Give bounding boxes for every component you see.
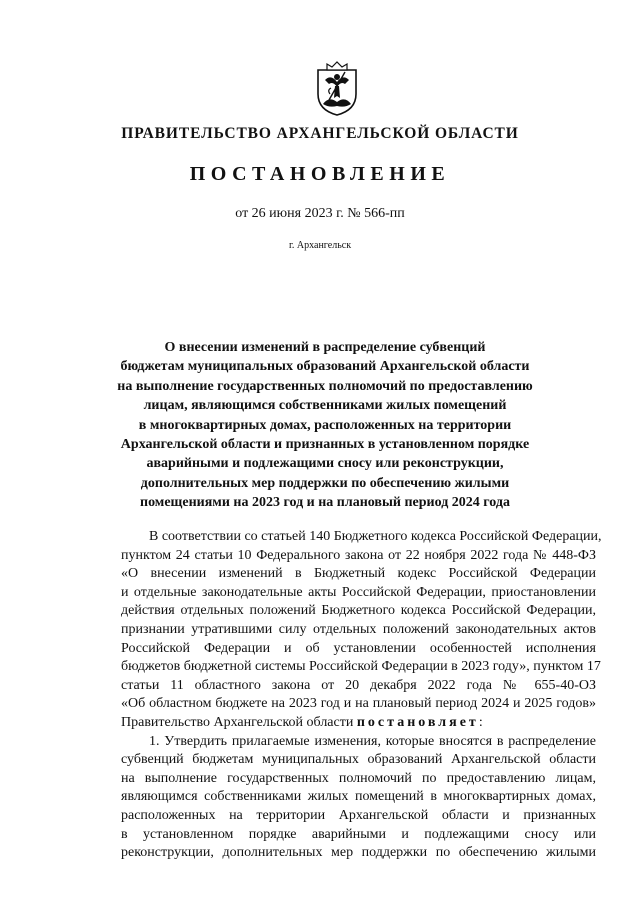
point1-line: на выполнение государственных полномочий по предоставлению лицам, xyxy=(121,770,596,786)
organization-name: ПРАВИТЕЛЬСТВО АРХАНГЕЛЬСКОЙ ОБЛАСТИ xyxy=(121,125,519,142)
body-line: действия отдельных положений Бюджетного кодекса Российской Федерации, xyxy=(121,603,596,619)
point1-line: в установленном порядке аварийными и подлежащими сносу или xyxy=(121,826,596,842)
point1-line: реконструкции, дополнительных мер поддержки по обеспечению жилыми xyxy=(121,845,596,861)
decree-suffix: : xyxy=(478,714,483,730)
body-line: «О внесении изменений в Бюджетный кодекс Российской Федерации xyxy=(121,566,596,582)
body-line: В соответствии со статьей 140 Бюджетного кодекса Российской Федерации, xyxy=(149,529,602,544)
document-city: г. Архангельск xyxy=(288,240,352,251)
body-line: «Об областном бюджете на 2023 год и на плановый период 2024 и 2025 годов» xyxy=(121,696,596,712)
document-date-number: от 26 июня 2023 г. № 566-пп xyxy=(235,206,405,221)
decree-prefix: Правительство Архангельской области xyxy=(121,714,354,730)
title-line: в многоквартирных домах, расположенных на территории xyxy=(138,417,512,433)
title-line: бюджетам муниципальных образований Архангельской области xyxy=(120,359,530,375)
point1-line: субвенций бюджетам муниципальных образований Архангельской области xyxy=(121,752,596,768)
title-line: на выполнение государственных полномочий по предоставлению xyxy=(117,378,533,394)
title-line: помещениями на 2023 год и на плановый период 2024 года xyxy=(140,495,510,511)
title-line: дополнительных мер поддержки по обеспечению жилыми xyxy=(140,475,510,491)
body-line: и отдельные законодательные акты Российской Федерации, приостановлении xyxy=(121,584,596,600)
title-line: аварийными и подлежащими сносу или реконструкции, xyxy=(146,456,504,472)
point1-line: 1. Утвердить прилагаемые изменения, которые вносятся в распределение xyxy=(149,733,596,749)
point1-line: являющимся собственниками жилых помещений в многоквартирных домах, xyxy=(121,789,596,805)
document-body xyxy=(121,528,602,863)
decree-keyword: постановляет xyxy=(356,714,479,730)
title-line: Архангельской области и признанных в установленном порядке xyxy=(120,437,530,453)
body-line: признании утратившими силу отдельных положений законодательных актов xyxy=(121,621,596,637)
decree-line xyxy=(121,714,596,733)
body-line: Российской Федерации и об установлении особенностей исполнения xyxy=(121,640,596,656)
document-title xyxy=(100,338,550,513)
document-type: ПОСТАНОВЛЕНИЕ xyxy=(189,163,451,185)
body-line: пунктом 24 статьи 10 Федерального закона от 22 ноября 2022 года № 448-ФЗ xyxy=(121,547,596,563)
coat-of-arms-emblem xyxy=(315,60,359,116)
body-line: бюджетов бюджетной системы Российской Федерации в 2023 году», пунктом 17 xyxy=(121,659,601,675)
point1-line: расположенных на территории Архангельской области и признанных xyxy=(121,807,596,823)
title-line: лицам, являющимся собственниками жилых помещений xyxy=(143,398,507,414)
body-line: статьи 11 областного закона от 20 декабря 2022 года № 655-40-ОЗ xyxy=(121,677,596,693)
title-line: О внесении изменений в распределение субвенций xyxy=(164,340,486,355)
